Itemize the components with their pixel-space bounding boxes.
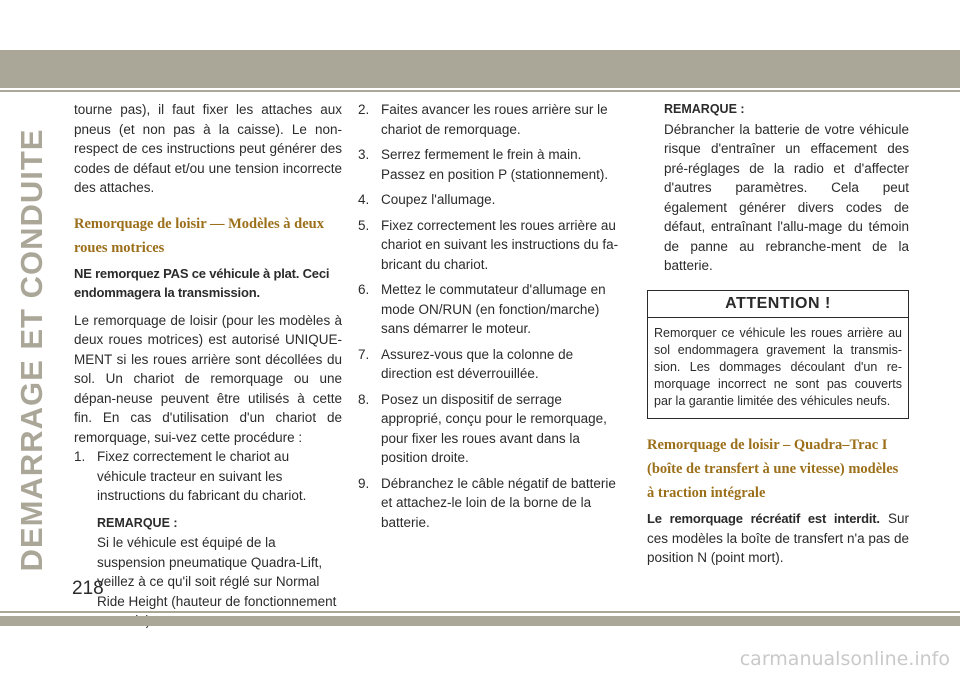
attention-box bbox=[647, 290, 909, 420]
flat-tow-warning: NE remorquez PAS ce véhicule à plat. Ceci endommagera la transmission. bbox=[74, 265, 330, 300]
step-text: Fixez correctement les roues arrière au chariot en suivant les instructions du fa-bricant du chariot. bbox=[381, 217, 619, 272]
list-item bbox=[358, 190, 626, 210]
step-number: 2. bbox=[358, 102, 370, 117]
note-label: REMARQUE : bbox=[97, 515, 178, 530]
step-text: Fixez correctement le chariot au véhicule tracteur en suivant les instructions du fabricant du chariot. bbox=[97, 449, 307, 503]
attention-text: Remorquer ce véhicule les roues arrière au sol endommagera gravement la transmis-sion. Les dommages découlant d'un re-morquage incorrect ne sont pas couverts par la garantie limitée des véhicules neufs. bbox=[654, 326, 902, 408]
step-text: Posez un dispositif de serrage approprié, conçu pour le remorquage, pour fixer les roues avant dans la position droite. bbox=[381, 391, 607, 465]
step-number: 9. bbox=[358, 475, 370, 491]
footer-band bbox=[0, 616, 960, 626]
steps-list-start bbox=[74, 447, 342, 506]
final-text: Sur ces modèles la boîte de transfert n'a pas de position N (point mort). bbox=[647, 511, 909, 565]
step-text: Serrez fermement le frein à main. Passez en position P (stationnement). bbox=[381, 147, 609, 182]
section-side-title-text: DEMARRAGE ET CONDUITE bbox=[14, 128, 49, 572]
column-1 bbox=[74, 100, 342, 631]
list-item bbox=[358, 390, 626, 468]
intro-continued: tourne pas), il faut fixer les attaches aux pneus (et non pas à la caisse). Le non-respect de ces instructions peut générer des codes de défaut et/ou une tension incorrecte des attaches. bbox=[74, 102, 342, 195]
step-number: 4. bbox=[358, 192, 370, 207]
step-text: Assurez-vous que la colonne de direction est déverrouillée. bbox=[381, 346, 574, 381]
heading-quadra-trac: Remorquage de loisir – Quadra–Trac I (boîte de transfert à une vitesse) modèles à traction intégrale bbox=[647, 437, 899, 501]
heading-two-wheel-drive: Remorquage de loisir — Modèles à deux roues motrices bbox=[74, 215, 324, 256]
column-3 bbox=[647, 100, 909, 568]
final-bold: Le remorquage récréatif est interdit. bbox=[647, 511, 880, 526]
step-number: 1. bbox=[74, 449, 86, 464]
step-number: 6. bbox=[358, 282, 370, 297]
step-text: Mettez le commutateur d'allumage en mode ON/RUN (en fonction/marche) sans démarrer le moteur. bbox=[381, 282, 606, 336]
step-text: Coupez l'allumage. bbox=[381, 192, 496, 207]
step-number: 3. bbox=[358, 147, 370, 162]
list-item bbox=[358, 474, 626, 533]
list-item bbox=[358, 100, 626, 139]
header-band bbox=[0, 50, 960, 88]
step-number: 8. bbox=[358, 391, 370, 407]
final-paragraph bbox=[647, 509, 909, 568]
note-battery-text: Débrancher la batterie de votre véhicule risque d'entraîner un effacement des pré-réglages de la radio et d'affecter d'autres paramètres. Cela peut également générer divers codes de défaut, entraînant l'allu-mage du témoin de panne au rebranche-ment de la batterie. bbox=[664, 121, 909, 273]
note-text: Si le véhicule est équipé de la suspension pneumatique Quadra-Lift, veillez à ce qu'il soit réglé sur Normal Ride Height (hauteur de fonctionnement bbox=[97, 535, 337, 609]
list-item bbox=[358, 280, 626, 339]
list-item bbox=[74, 447, 342, 506]
watermark: carmanualsonline.info bbox=[739, 648, 950, 670]
footer-rule bbox=[0, 611, 960, 613]
attention-title: ATTENTION ! bbox=[648, 291, 908, 319]
step-number: 5. bbox=[358, 217, 370, 233]
list-item bbox=[358, 145, 626, 184]
steps-list-continued bbox=[358, 100, 626, 532]
list-item bbox=[358, 345, 626, 384]
column-2 bbox=[358, 100, 626, 538]
page-number: 218 bbox=[72, 578, 104, 599]
list-item bbox=[358, 216, 626, 275]
step-number: 7. bbox=[358, 346, 370, 362]
note-label: REMARQUE : bbox=[664, 102, 745, 116]
step-text: Faites avancer les roues arrière sur le chariot de remorquage. bbox=[381, 102, 608, 137]
header-rule bbox=[0, 90, 960, 92]
step-text: Débranchez le câble négatif de batterie et attachez-le loin de la borne de la batterie. bbox=[381, 475, 616, 530]
recreational-tow-paragraph: Le remorquage de loisir (pour les modèles à deux roues motrices) est autorisé UNIQUE-MENT si les roues arrière sont décollées du sol. Un chariot de remorquage ou une dépan-neuse peuvent être utilisés à cette fin. En cas d'utilisation d'un chariot de remorquage, sui-vez cette procédure : bbox=[74, 312, 342, 445]
